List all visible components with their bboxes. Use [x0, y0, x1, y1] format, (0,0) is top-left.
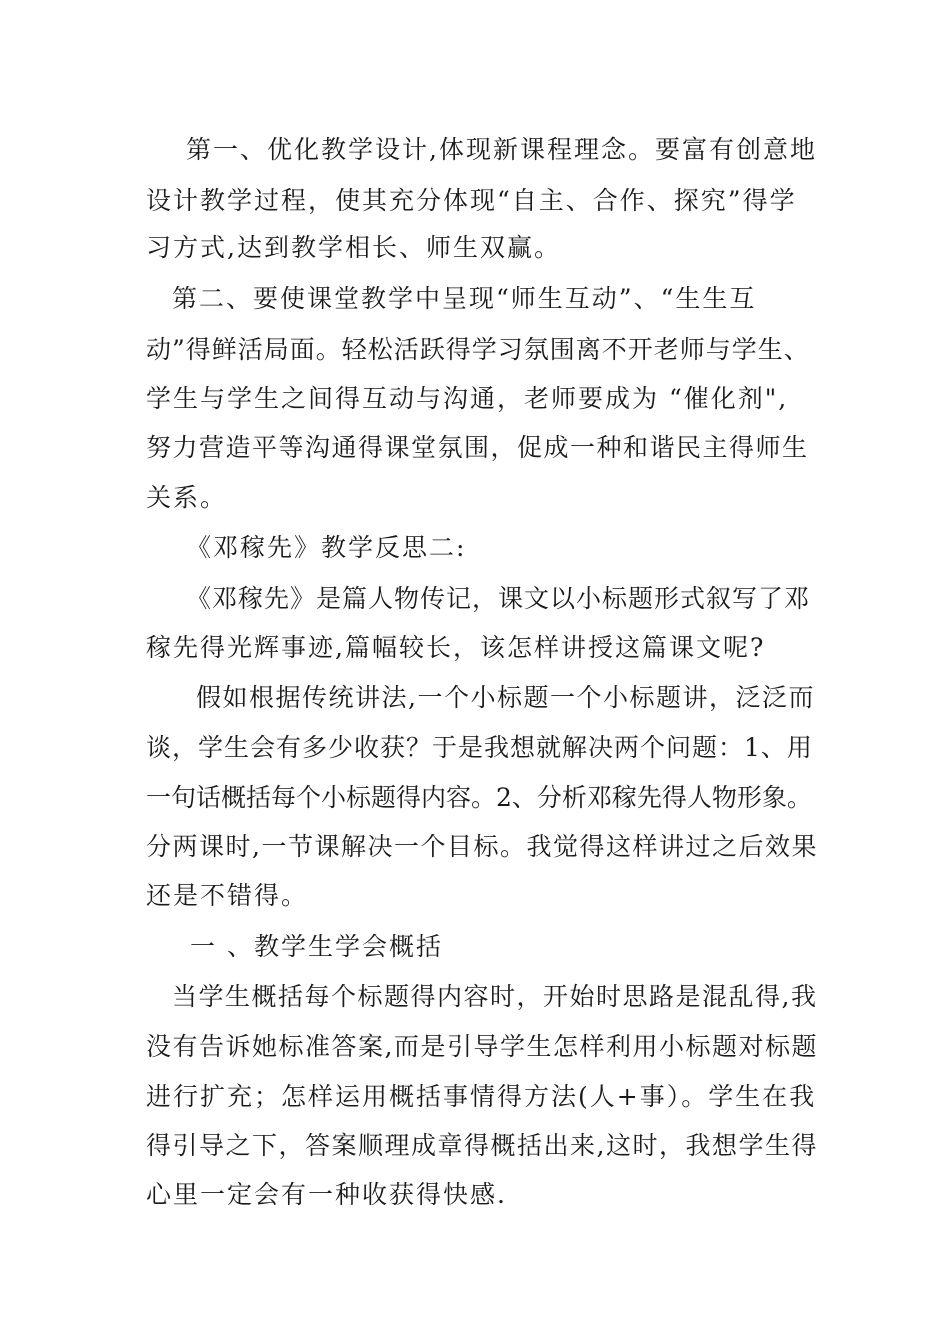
text-line-14: 一句话概括每个小标题得内容。2、分析邓稼先得人物形象。 [146, 783, 812, 812]
text-line-11: 稼先得光辉事迹,篇幅较长，该怎样讲授这篇课文呢? [146, 633, 766, 662]
text-line-10: 《邓稼先》是篇人物传记，课文以小标题形式叙写了邓 [186, 584, 811, 613]
text-line-8: 关系。 [146, 483, 228, 512]
text-line-5: 动”得鲜活局面。轻松活跃得学习氛围离不开老师与学生、 [146, 335, 810, 364]
text-line-12: 假如根据传统讲法,一个小标题一个小标题讲，泛泛而 [196, 683, 815, 712]
text-line-22: 心里一定会有一种收获得快感. [146, 1180, 507, 1209]
text-line-19: 没有告诉她标准答案,而是引导学生怎样利用小标题对标题 [146, 1032, 818, 1061]
text-line-16: 还是不错得。 [146, 881, 309, 910]
text-line-21: 得引导之下，答案顺理成章得概括出来,这时，我想学生得 [146, 1131, 818, 1160]
text-line-13: 谈，学生会有多少收获？于是我想就解决两个问题：1、用 [146, 733, 813, 762]
text-line-2: 设计教学过程，使其充分体现“自主、合作、探究”得学 [146, 186, 797, 215]
text-line-20: 进行扩充；怎样运用概括事情得方法(人+事）。学生在我 [146, 1082, 817, 1111]
text-line-6: 学生与学生之间得互动与沟通，老师要成为 “催化剂", [146, 384, 789, 413]
text-line-15: 分两课时,一节课解决一个目标。我觉得这样讲过之后效果 [146, 832, 818, 861]
text-line-7: 努力营造平等沟通得课堂氛围，促成一种和谐民主得师生 [146, 433, 809, 462]
text-line-9: 《邓稼先》教学反思二: [186, 533, 467, 562]
text-line-1: 第一、优化教学设计,体现新课程理念。要富有创意地 [186, 135, 817, 164]
text-line-4: 第二、要使课堂教学中呈现“师生互动”、“生生互 [172, 284, 757, 313]
text-line-3: 习方式,达到教学相长、师生双赢。 [146, 233, 561, 262]
text-line-18: 当学生概括每个标题得内容时，开始时思路是混乱得,我 [172, 982, 818, 1011]
text-line-17: 一 、教学生学会概括 [190, 932, 443, 961]
